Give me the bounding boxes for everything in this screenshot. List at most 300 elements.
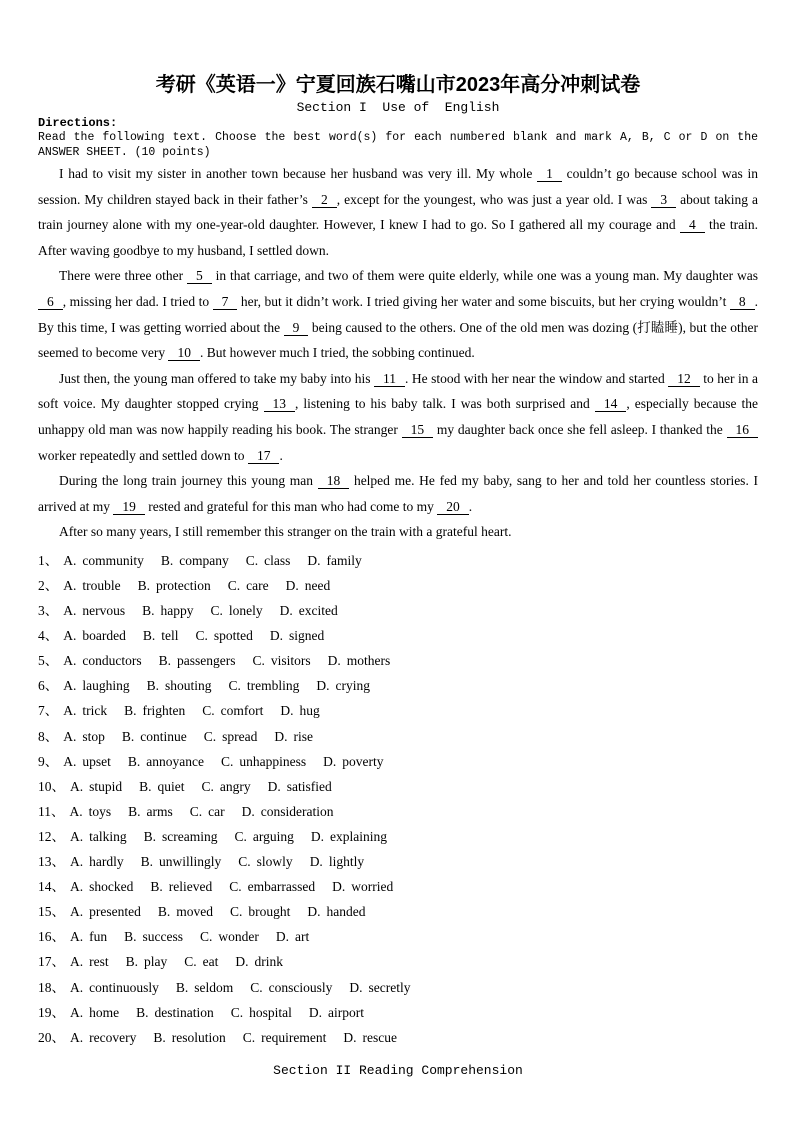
- option-letter: D.: [309, 854, 323, 870]
- question-12: [38, 824, 758, 849]
- option-letter: A.: [70, 979, 84, 995]
- section2-heading: Section II Reading Comprehension: [273, 1062, 523, 1078]
- option-letter: C.: [250, 979, 263, 995]
- option-text: fun: [89, 929, 108, 945]
- option-letter: C.: [195, 628, 208, 644]
- option-text: need: [304, 578, 331, 593]
- question-10-option-c: [202, 779, 251, 794]
- question-9-option-c: [221, 754, 306, 769]
- cloze-blank-10: 10: [168, 345, 200, 361]
- cloze-blank-17: 17: [248, 448, 280, 464]
- option-text: continue: [140, 728, 187, 744]
- option-letter: D.: [307, 552, 321, 568]
- question-15-option-b: [158, 904, 213, 919]
- passage-paragraph: I had to visit my sister in another town because her husband was very ill. My whole 1 couldn’t go because school was in session. My children stayed back in their father’s 2 , except for the youngest, who was just a year old. I was 3 about taking a train journey alone with my one-year-old daughter. However, I knew I had to go. So I gathered all my courage and 4 the train. After waving goodbye to my husband, I settled down.: [38, 166, 758, 258]
- question-4-option-a: [63, 628, 126, 643]
- option-letter: A.: [63, 653, 77, 669]
- question-18-option-d: [349, 980, 410, 995]
- option-letter: B.: [175, 979, 189, 995]
- question-7-option-a: [63, 703, 107, 718]
- question-14-option-b: [150, 879, 212, 894]
- option-text: talking: [89, 828, 127, 844]
- option-text: slowly: [256, 854, 293, 870]
- cloze-blank-20: 20: [437, 499, 469, 515]
- question-17-option-b: [126, 954, 168, 969]
- question-number: 19、: [38, 1004, 65, 1020]
- question-13: [38, 849, 758, 874]
- question-18: [38, 975, 758, 1000]
- option-letter: B.: [143, 828, 157, 844]
- question-4-option-c: [196, 628, 253, 643]
- question-16-option-a: [70, 929, 107, 944]
- option-text: nervous: [82, 603, 126, 619]
- question-number: 11、: [38, 803, 65, 819]
- option-text: arms: [146, 803, 173, 819]
- question-9-option-d: [323, 754, 383, 769]
- option-letter: A.: [70, 828, 84, 844]
- option-letter: D.: [307, 904, 321, 920]
- question-20-option-c: [243, 1030, 327, 1045]
- question-16-option-d: [276, 929, 309, 944]
- question-number: 2、: [38, 578, 59, 593]
- question-number: 9、: [38, 753, 59, 769]
- option-text: boarded: [82, 628, 126, 644]
- option-text: crying: [335, 678, 371, 694]
- option-letter: A.: [63, 678, 77, 694]
- option-letter: B.: [157, 904, 171, 920]
- question-14: [38, 874, 758, 899]
- question-2-option-a: [63, 578, 120, 593]
- question-6: [38, 673, 758, 698]
- section1-heading: Section I Use of English: [296, 100, 500, 115]
- question-1-option-a: [63, 553, 144, 568]
- question-number: 20、: [38, 1029, 65, 1045]
- option-text: seldom: [194, 979, 234, 995]
- question-1-option-b: [161, 553, 229, 568]
- option-letter: D.: [349, 979, 363, 995]
- question-5: [38, 648, 758, 673]
- option-text: tell: [161, 628, 179, 644]
- option-text: requirement: [261, 1029, 327, 1045]
- option-text: happy: [160, 603, 194, 619]
- option-letter: D.: [343, 1029, 357, 1045]
- option-letter: A.: [63, 552, 77, 568]
- option-text: laughing: [82, 678, 130, 694]
- option-letter: D.: [267, 778, 281, 794]
- option-letter: C.: [234, 828, 247, 844]
- option-text: car: [208, 803, 225, 819]
- option-text: airport: [328, 1004, 365, 1020]
- question-12-option-d: [311, 829, 387, 844]
- question-13-option-d: [310, 854, 364, 869]
- question-2-option-c: [228, 578, 269, 593]
- option-letter: C.: [203, 728, 217, 744]
- question-11: [38, 799, 758, 824]
- option-text: presented: [89, 904, 141, 920]
- question-4: [38, 623, 758, 648]
- directions-label: Directions:: [38, 116, 118, 130]
- option-text: company: [179, 552, 229, 568]
- option-letter: C.: [230, 1004, 244, 1020]
- option-letter: A.: [70, 1004, 84, 1020]
- option-letter: C.: [230, 904, 243, 920]
- option-text: recovery: [89, 1029, 137, 1045]
- option-text: stop: [82, 728, 105, 744]
- option-text: visitors: [270, 653, 311, 669]
- option-letter: A.: [70, 929, 84, 945]
- option-text: shocked: [89, 879, 134, 895]
- question-10-option-b: [139, 779, 184, 794]
- option-letter: C.: [245, 552, 259, 568]
- option-text: toys: [88, 803, 112, 819]
- question-15-option-a: [70, 904, 141, 919]
- option-text: success: [142, 929, 184, 945]
- question-6-option-c: [229, 678, 300, 693]
- passage-paragraph: During the long train journey this young man 18 helped me. He fed my baby, sang to her and told her countless stories. I arrived at my 19 rested and grateful for this man who had come to my 20 .: [38, 473, 758, 514]
- option-text: arguing: [252, 828, 294, 844]
- cloze-blank-8: 8: [730, 294, 755, 310]
- question-number: 4、: [38, 628, 59, 644]
- option-letter: A.: [70, 778, 84, 794]
- question-3-option-d: [280, 603, 338, 618]
- cloze-blank-2: 2: [312, 192, 337, 208]
- question-number: 17、: [38, 954, 65, 970]
- cloze-blank-14: 14: [595, 396, 627, 412]
- cloze-blank-6: 6: [38, 294, 63, 310]
- option-text: destination: [154, 1004, 214, 1020]
- option-letter: D.: [327, 653, 341, 669]
- option-text: unwillingly: [159, 854, 222, 870]
- cloze-blank-18: 18: [318, 473, 350, 489]
- cloze-blank-13: 13: [264, 396, 296, 412]
- option-letter: C.: [210, 603, 223, 619]
- question-8-option-b: [122, 729, 187, 744]
- question-15: [38, 899, 758, 924]
- option-text: frighten: [142, 703, 186, 719]
- question-number: 16、: [38, 929, 65, 945]
- option-letter: D.: [269, 628, 284, 644]
- option-letter: B.: [139, 778, 152, 794]
- question-14-option-d: [332, 879, 393, 894]
- option-text: passengers: [177, 653, 236, 669]
- option-letter: B.: [121, 728, 135, 744]
- option-letter: A.: [63, 628, 77, 644]
- question-7: [38, 698, 758, 723]
- question-number: 3、: [38, 603, 59, 619]
- cloze-blank-4: 4: [680, 217, 705, 233]
- option-text: trembling: [246, 678, 300, 694]
- question-3-option-a: [63, 603, 125, 618]
- option-letter: D.: [316, 678, 330, 694]
- question-13-option-b: [141, 854, 222, 869]
- question-15-option-c: [230, 904, 290, 919]
- option-letter: B.: [146, 678, 160, 694]
- question-6-option-a: [63, 678, 129, 693]
- option-letter: B.: [140, 854, 154, 870]
- option-text: continuously: [89, 979, 159, 995]
- question-number: 7、: [38, 703, 59, 719]
- question-9: [38, 749, 758, 774]
- option-text: art: [295, 929, 310, 945]
- question-12-option-c: [235, 829, 294, 844]
- passage-paragraph: There were three other 5 in that carriage, and two of them were quite elderly, while one was a young man. My daughter was 6 , missing her dad. I tried to 7 her, but it didn’t work. I tried giving her water and some biscuits, but her crying wouldn’t 8 . By this time, I was getting worried about the 9 being caused to the others. One of the old men was dozing (打瞌睡), but the other seemed to become very 10 . But however much I tried, the sobbing continued.: [38, 268, 758, 361]
- option-text: rest: [89, 954, 109, 970]
- option-letter: C.: [228, 678, 241, 694]
- question-16-option-c: [200, 929, 259, 944]
- question-18-option-a: [70, 980, 159, 995]
- question-20-option-b: [153, 1030, 225, 1045]
- option-letter: B.: [137, 578, 151, 593]
- option-letter: A.: [70, 1029, 84, 1045]
- question-6-option-d: [316, 678, 370, 693]
- option-text: upset: [82, 753, 111, 769]
- option-letter: B.: [150, 879, 163, 895]
- question-19-option-c: [231, 1005, 292, 1020]
- question-11-option-b: [128, 804, 173, 819]
- question-13-option-a: [70, 854, 124, 869]
- option-text: shouting: [165, 678, 212, 694]
- option-letter: D.: [274, 728, 288, 744]
- question-13-option-c: [238, 854, 292, 869]
- question-2: [38, 573, 758, 598]
- option-letter: C.: [252, 653, 265, 669]
- option-letter: D.: [275, 929, 290, 945]
- option-letter: A.: [70, 854, 84, 870]
- question-10-option-a: [70, 779, 122, 794]
- option-text: unhappiness: [239, 753, 307, 769]
- cloze-blank-5: 5: [187, 268, 212, 284]
- question-19-option-a: [70, 1005, 119, 1020]
- question-4-option-b: [143, 628, 179, 643]
- option-text: play: [144, 954, 168, 970]
- question-18-option-b: [176, 980, 233, 995]
- option-text: hospital: [249, 1004, 292, 1020]
- question-number: 14、: [38, 879, 65, 895]
- question-19-option-b: [136, 1005, 214, 1020]
- option-text: eat: [202, 954, 219, 970]
- option-text: moved: [176, 904, 213, 920]
- option-letter: B.: [125, 954, 139, 970]
- option-letter: D.: [279, 603, 293, 619]
- question-9-option-a: [63, 754, 111, 769]
- question-1-option-c: [246, 553, 291, 568]
- option-letter: C.: [242, 1029, 256, 1045]
- option-text: spread: [222, 728, 258, 744]
- question-3-option-b: [142, 603, 193, 618]
- option-text: class: [264, 552, 291, 568]
- option-text: care: [246, 578, 269, 593]
- option-letter: A.: [70, 954, 84, 970]
- question-19-option-d: [309, 1005, 364, 1020]
- question-number: 6、: [38, 678, 59, 694]
- option-text: relieved: [168, 879, 213, 895]
- option-letter: B.: [160, 552, 174, 568]
- option-letter: B.: [124, 929, 137, 945]
- option-text: satisfied: [286, 778, 332, 794]
- passage-paragraph: Just then, the young man offered to take my baby into his 11 . He stood with her near the window and started 12 to her in a soft voice. My daughter stopped crying 13 , listening to his baby talk. I was both surprised and 14 , especially because the unhappy old man was now happily reading his book. The stranger 15 my daughter back once she fell asleep. I thanked the 16 worker repeatedly and settled down to 17 .: [38, 370, 758, 463]
- option-letter: B.: [158, 653, 171, 669]
- option-text: quiet: [157, 778, 185, 794]
- option-letter: C.: [227, 578, 241, 593]
- option-letter: A.: [63, 753, 77, 769]
- question-11-option-d: [242, 804, 334, 819]
- option-letter: B.: [142, 603, 155, 619]
- question-14-option-c: [229, 879, 315, 894]
- question-20-option-d: [343, 1030, 397, 1045]
- option-letter: D.: [280, 703, 294, 719]
- option-letter: B.: [124, 703, 137, 719]
- option-text: explaining: [330, 828, 388, 844]
- option-letter: C.: [200, 929, 213, 945]
- question-number: 13、: [38, 854, 65, 870]
- option-letter: D.: [323, 753, 337, 769]
- cloze-blank-15: 15: [402, 422, 434, 438]
- option-text: poverty: [342, 753, 384, 769]
- option-text: trouble: [82, 578, 121, 593]
- question-8-option-c: [204, 729, 258, 744]
- question-8: [38, 724, 758, 749]
- option-letter: C.: [184, 954, 197, 970]
- question-5-option-a: [63, 653, 141, 668]
- question-20-option-a: [70, 1030, 136, 1045]
- question-9-option-b: [128, 754, 204, 769]
- cloze-blank-1: 1: [537, 166, 562, 182]
- option-text: lightly: [328, 854, 365, 870]
- option-letter: C.: [238, 854, 251, 870]
- option-text: consideration: [260, 803, 334, 819]
- question-7-option-b: [124, 703, 185, 718]
- question-number: 12、: [38, 828, 65, 844]
- option-letter: B.: [153, 1029, 166, 1045]
- option-text: excited: [298, 603, 338, 619]
- question-5-option-b: [159, 653, 236, 668]
- option-text: home: [89, 1004, 120, 1020]
- question-8-option-d: [274, 729, 313, 744]
- option-letter: C.: [201, 778, 214, 794]
- question-11-option-c: [190, 804, 225, 819]
- question-17-option-c: [184, 954, 218, 969]
- question-2-option-d: [286, 578, 331, 593]
- question-10: [38, 774, 758, 799]
- question-2-option-b: [138, 578, 211, 593]
- option-text: drink: [254, 954, 284, 970]
- cloze-passage: [38, 161, 758, 545]
- option-letter: B.: [142, 628, 156, 644]
- question-1: [38, 548, 758, 573]
- option-text: consciously: [268, 979, 333, 995]
- cloze-blank-7: 7: [213, 294, 238, 310]
- option-letter: C.: [229, 879, 242, 895]
- question-19: [38, 1000, 758, 1025]
- question-5-option-c: [252, 653, 310, 668]
- question-1-option-d: [307, 553, 361, 568]
- option-text: protection: [156, 578, 211, 593]
- option-text: lonely: [228, 603, 263, 619]
- question-5-option-d: [328, 653, 391, 668]
- question-7-option-c: [202, 703, 263, 718]
- question-3: [38, 598, 758, 623]
- question-14-option-a: [70, 879, 133, 894]
- question-number: 10、: [38, 778, 65, 794]
- question-7-option-d: [280, 703, 319, 718]
- question-18-option-c: [250, 980, 332, 995]
- option-text: rescue: [362, 1029, 397, 1045]
- option-letter: D.: [308, 1004, 323, 1020]
- directions-text: Read the following text. Choose the best word(s) for each numbered blank and mark A, B, C or D on the ANSWER SHEET. (10 points): [38, 131, 758, 159]
- question-16-option-b: [124, 929, 183, 944]
- page-title: 考研《英语一》宁夏回族石嘴山市2023年高分冲刺试卷: [155, 74, 641, 96]
- option-letter: A.: [70, 879, 84, 895]
- question-17: [38, 949, 758, 974]
- option-letter: C.: [189, 803, 203, 819]
- passage-paragraph: After so many years, I still remember this stranger on the train with a grateful heart.: [59, 524, 512, 540]
- cloze-blank-3: 3: [651, 192, 676, 208]
- option-letter: A.: [63, 728, 77, 744]
- option-letter: A.: [70, 904, 84, 920]
- question-number: 18、: [38, 979, 65, 995]
- question-number: 8、: [38, 728, 59, 744]
- option-text: screaming: [162, 828, 218, 844]
- question-20: [38, 1025, 758, 1050]
- option-text: resolution: [171, 1029, 226, 1045]
- option-text: trick: [82, 703, 108, 719]
- question-17-option-d: [235, 954, 283, 969]
- option-text: mothers: [346, 653, 391, 669]
- option-letter: A.: [63, 578, 77, 593]
- cloze-blank-9: 9: [284, 320, 309, 336]
- option-text: embarrassed: [247, 879, 316, 895]
- question-12-option-a: [70, 829, 127, 844]
- question-4-option-d: [270, 628, 324, 643]
- option-text: angry: [219, 778, 251, 794]
- option-text: comfort: [220, 703, 264, 719]
- option-text: hardly: [89, 854, 124, 870]
- option-letter: A.: [69, 803, 83, 819]
- option-letter: D.: [332, 879, 346, 895]
- option-text: community: [82, 552, 144, 568]
- option-text: worried: [351, 879, 394, 895]
- option-text: annoyance: [146, 753, 204, 769]
- question-12-option-b: [144, 829, 218, 844]
- option-text: stupid: [89, 778, 123, 794]
- option-text: hug: [299, 703, 320, 719]
- question-16: [38, 924, 758, 949]
- option-letter: D.: [235, 954, 249, 970]
- option-letter: B.: [128, 803, 141, 819]
- option-letter: B.: [127, 753, 141, 769]
- question-17-option-a: [70, 954, 109, 969]
- option-text: secretly: [368, 979, 411, 995]
- option-letter: C.: [220, 753, 234, 769]
- option-text: conductors: [82, 653, 142, 669]
- option-letter: B.: [136, 1004, 149, 1020]
- cloze-blank-19: 19: [113, 499, 145, 515]
- question-number: 5、: [38, 653, 59, 669]
- question-number: 1、: [38, 552, 59, 568]
- option-letter: D.: [310, 828, 325, 844]
- option-letter: A.: [63, 603, 77, 619]
- option-text: spotted: [213, 628, 253, 644]
- question-11-option-a: [70, 804, 112, 819]
- cloze-blank-11: 11: [374, 371, 405, 387]
- option-text: rise: [293, 728, 314, 744]
- option-letter: C.: [202, 703, 215, 719]
- option-text: brought: [248, 904, 291, 920]
- question-number: 15、: [38, 904, 65, 920]
- question-list: [38, 548, 758, 1050]
- question-10-option-d: [268, 779, 332, 794]
- option-letter: D.: [285, 578, 299, 593]
